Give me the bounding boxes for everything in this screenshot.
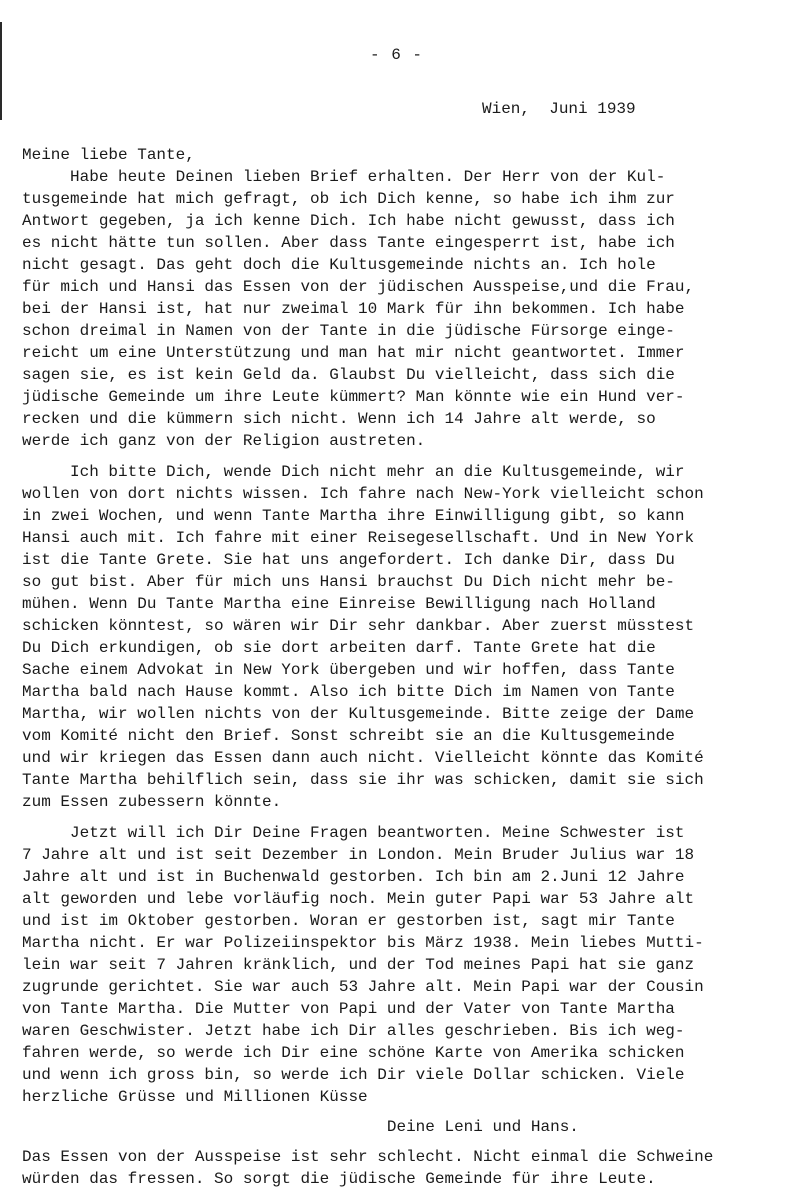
text-line: wollen von dort nichts wissen. Ich fahre nach New-York vielleicht schon: [22, 485, 704, 503]
text-line: Jetzt will ich Dir Deine Fragen beantworten. Meine Schwester ist: [22, 824, 685, 842]
text-line: und wir kriegen das Essen dann auch nicht. Vielleicht könnte das Komité: [22, 749, 704, 767]
paragraph-1: [22, 166, 792, 452]
text-line: herzliche Grüsse und Millionen Küsse: [22, 1088, 368, 1106]
text-line: lein war seit 7 Jahren kränklich, und der Tod meines Papi hat sie ganz: [22, 956, 695, 974]
text-line: und wenn ich gross bin, so werde ich Dir viele Dollar schicken. Viele: [22, 1066, 685, 1084]
paragraph-2: [22, 461, 792, 813]
text-line: waren Geschwister. Jetzt habe ich Dir alles geschrieben. Bis ich weg-: [22, 1022, 685, 1040]
dateline: Wien, Juni 1939: [482, 100, 636, 118]
text-line: Habe heute Deinen lieben Brief erhalten. Der Herr von der Kul-: [22, 168, 666, 186]
text-line: Martha, wir wollen nichts von der Kultusgemeinde. Bitte zeige der Dame: [22, 705, 695, 723]
text-line: tusgemeinde hat mich gefragt, ob ich Dich kenne, so habe ich ihm zur: [22, 190, 675, 208]
text-line: für mich und Hansi das Essen von der jüdischen Ausspeise,und die Frau,: [22, 278, 695, 296]
text-line: jüdische Gemeinde um ihre Leute kümmert? Man könnte wie ein Hund ver-: [22, 388, 685, 406]
text-line: reicht um eine Unterstützung und man hat mir nicht geantwortet. Immer: [22, 344, 685, 362]
text-line: mühen. Wenn Du Tante Martha eine Einreise Bewilligung nach Holland: [22, 595, 656, 613]
text-line: 7 Jahre alt und ist seit Dezember in London. Mein Bruder Julius war 18: [22, 846, 695, 864]
text-line: es nicht hätte tun sollen. Aber dass Tante eingesperrt ist, habe ich: [22, 234, 675, 252]
text-line: bei der Hansi ist, hat nur zweimal 10 Mark für ihn bekommen. Ich habe: [22, 300, 685, 318]
text-line: in zwei Wochen, und wenn Tante Martha ihre Einwilligung gibt, so kann: [22, 507, 685, 525]
salutation: Meine liebe Tante,: [22, 146, 195, 164]
text-line: so gut bist. Aber für mich uns Hansi brauchst Du Dich nicht mehr be-: [22, 573, 675, 591]
text-line: schon dreimal in Namen von der Tante in die jüdische Fürsorge einge-: [22, 322, 675, 340]
text-line: zum Essen zubessern könnte.: [22, 793, 282, 811]
letter-body: [22, 144, 792, 1190]
text-line: sagen sie, es ist kein Geld da. Glaubst Du vielleicht, dass sich die: [22, 366, 675, 384]
text-line: Ich bitte Dich, wende Dich nicht mehr an die Kultusgemeinde, wir: [22, 463, 685, 481]
text-line: Jahre alt und ist in Buchenwald gestorben. Ich bin am 2.Juni 12 Jahre: [22, 868, 685, 886]
text-line: Martha bald nach Hause kommt. Also ich bitte Dich im Namen von Tante: [22, 683, 675, 701]
text-line: Du Dich erkundigen, ob sie dort arbeiten darf. Tante Grete hat die: [22, 639, 656, 657]
text-line: Das Essen von der Ausspeise ist sehr schlecht. Nicht einmal die Schweine: [22, 1148, 714, 1166]
text-line: Hansi auch mit. Ich fahre mit einer Reisegesellschaft. Und in New York: [22, 529, 695, 547]
paragraph-3: [22, 822, 792, 1108]
signature: Deine Leni und Hans.: [22, 1118, 579, 1136]
text-line: würden das fressen. So sorgt die jüdische Gemeinde für ihre Leute.: [22, 1170, 656, 1188]
page-number: - 6 -: [369, 46, 423, 64]
text-line: werde ich ganz von der Religion austreten.: [22, 432, 426, 450]
text-line: vom Komité nicht den Brief. Sonst schreibt sie an die Kultusgemeinde: [22, 727, 675, 745]
text-line: recken und die kümmern sich nicht. Wenn ich 14 Jahre alt werde, so: [22, 410, 656, 428]
text-line: fahren werde, so werde ich Dir eine schöne Karte von Amerika schicken: [22, 1044, 685, 1062]
text-line: schicken könntest, so wären wir Dir sehr dankbar. Aber zuerst müsstest: [22, 617, 695, 635]
text-line: Antwort gegeben, ja ich kenne Dich. Ich habe nicht gewusst, dass ich: [22, 212, 675, 230]
postscript: [22, 1146, 792, 1190]
text-line: zugrunde gerichtet. Sie war auch 53 Jahre alt. Mein Papi war der Cousin: [22, 978, 704, 996]
text-line: nicht gesagt. Das geht doch die Kultusgemeinde nichts an. Ich hole: [22, 256, 656, 274]
text-line: und ist im Oktober gestorben. Woran er gestorben ist, sagt mir Tante: [22, 912, 675, 930]
text-line: ist die Tante Grete. Sie hat uns angefordert. Ich danke Dir, dass Du: [22, 551, 675, 569]
text-line: Tante Martha behilflich sein, dass sie ihr was schicken, damit sie sich: [22, 771, 704, 789]
text-line: Sache einem Advokat in New York übergeben und wir hoffen, dass Tante: [22, 661, 675, 679]
page-edge-mark: [0, 22, 2, 120]
text-line: Martha nicht. Er war Polizeiinspektor bis März 1938. Mein liebes Mutti-: [22, 934, 704, 952]
text-line: von Tante Martha. Die Mutter von Papi und der Vater von Tante Martha: [22, 1000, 675, 1018]
text-line: alt geworden und lebe vorläufig noch. Mein guter Papi war 53 Jahre alt: [22, 890, 695, 908]
